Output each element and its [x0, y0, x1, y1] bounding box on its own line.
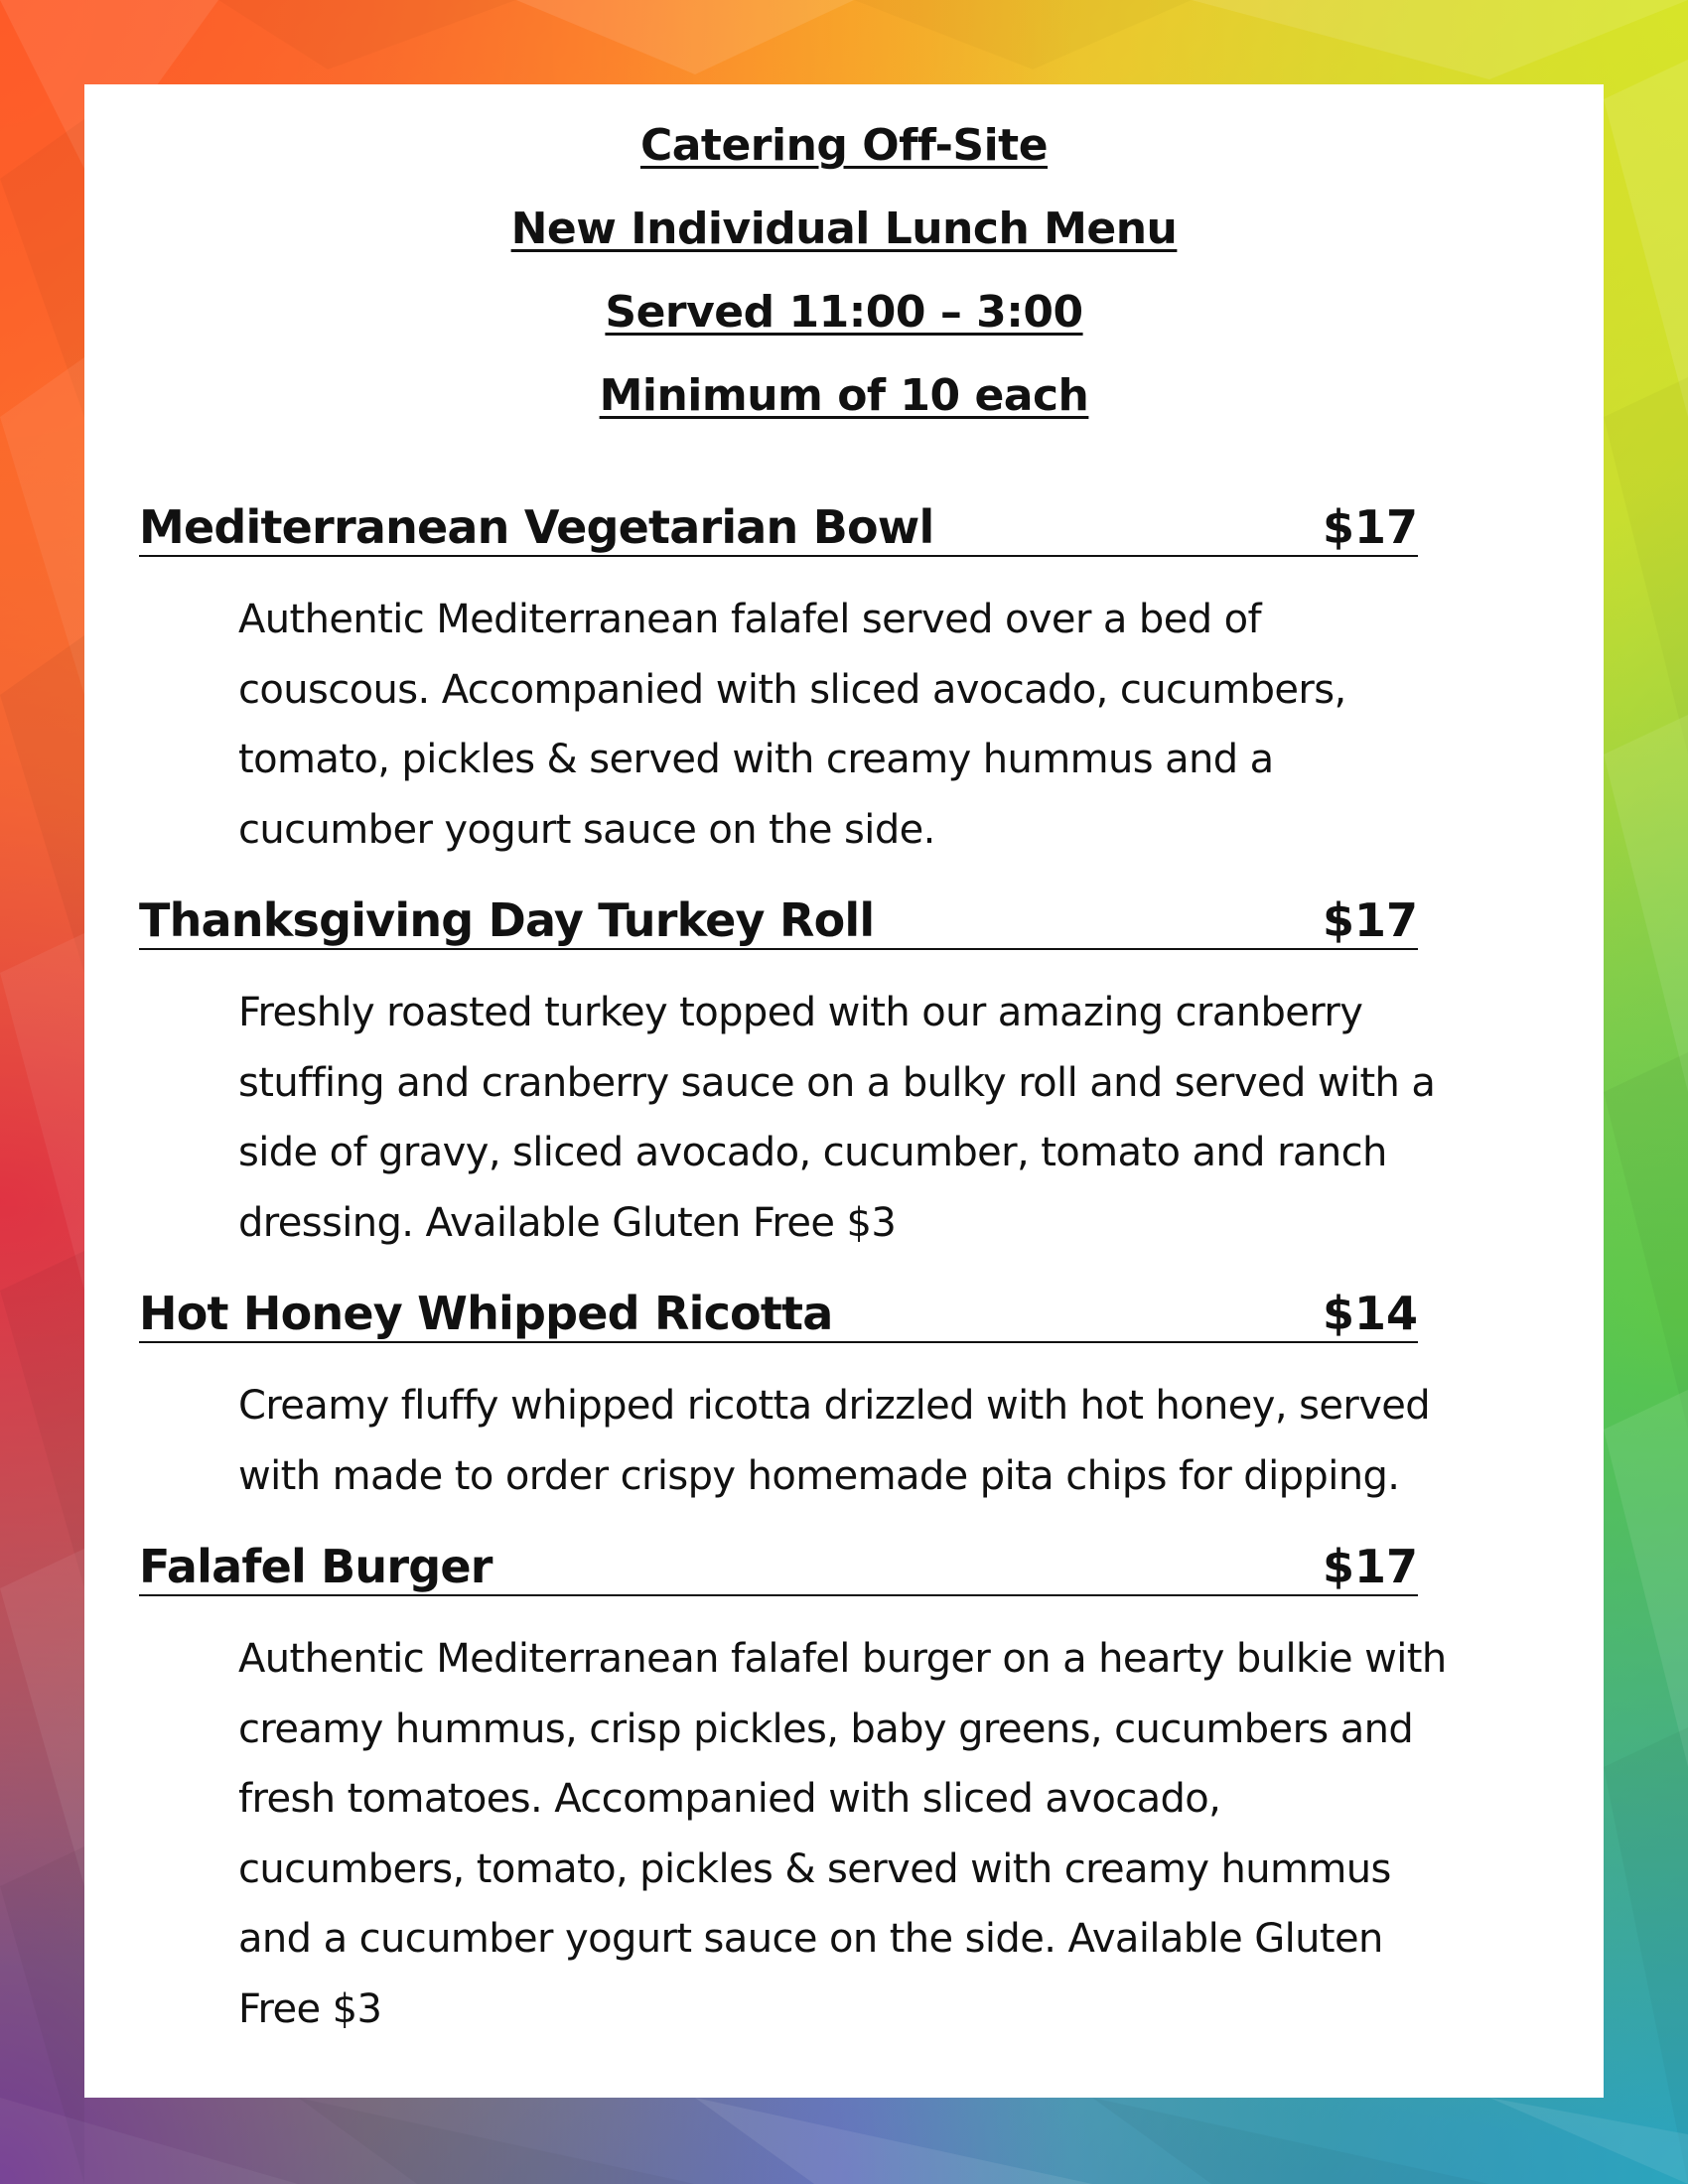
- item-title-row: [139, 1282, 1418, 1343]
- item-description: [238, 1624, 1569, 2044]
- menu-title: New Individual Lunch Menu: [510, 204, 1178, 254]
- menu-item: [84, 888, 1604, 1258]
- description-line: creamy hummus, crisp pickles, baby greens, cucumbers and: [238, 1706, 1414, 1752]
- item-name: Thanksgiving Day Turkey Roll: [139, 893, 875, 947]
- item-title-row: [139, 1535, 1418, 1596]
- description-line: Free $3: [238, 1985, 382, 2032]
- item-name: Hot Honey Whipped Ricotta: [139, 1287, 833, 1340]
- item-price: $17: [1322, 500, 1418, 554]
- description-line: stuffing and cranberry sauce on a bulky roll and served with a: [238, 1059, 1436, 1106]
- description-line: tomato, pickles & served with creamy hummus and a: [238, 737, 1274, 782]
- description-line: side of gravy, sliced avocado, cucumber, tomato and ranch: [238, 1130, 1387, 1175]
- item-price: $14: [1322, 1287, 1418, 1340]
- description-line: Creamy fluffy whipped ricotta drizzled with hot honey, served: [238, 1383, 1431, 1429]
- description-line: fresh tomatoes. Accompanied with sliced avocado,: [238, 1776, 1221, 1822]
- menu-item: [84, 1535, 1604, 2044]
- item-description: [238, 978, 1569, 1258]
- minimum-order: Minimum of 10 each: [599, 370, 1089, 421]
- description-line: cucumbers, tomato, pickles & served with creamy hummus: [238, 1845, 1391, 1892]
- catering-title: Catering Off-Site: [639, 120, 1049, 171]
- menu-header: [84, 84, 1604, 438]
- menu-item: [84, 495, 1604, 865]
- menu-item: [84, 1282, 1604, 1511]
- item-title-row: [139, 495, 1418, 557]
- description-line: and a cucumber yogurt sauce on the side. Available Gluten: [238, 1916, 1383, 1962]
- item-description: [238, 1371, 1569, 1511]
- description-line: with made to order crispy homemade pita chips for dipping.: [238, 1452, 1400, 1499]
- item-name: Mediterranean Vegetarian Bowl: [139, 500, 934, 554]
- menu-page: [84, 84, 1604, 2098]
- description-line: couscous. Accompanied with sliced avocado, cucumbers,: [238, 666, 1346, 713]
- description-line: dressing. Available Gluten Free $3: [238, 1199, 897, 1246]
- item-price: $17: [1322, 893, 1418, 947]
- served-hours: Served 11:00 – 3:00: [605, 287, 1083, 338]
- description-line: Freshly roasted turkey topped with our amazing cranberry: [238, 990, 1363, 1035]
- description-line: cucumber yogurt sauce on the side.: [238, 806, 935, 853]
- description-line: Authentic Mediterranean falafel burger on a hearty bulkie with: [238, 1636, 1447, 1682]
- item-description: [238, 585, 1569, 865]
- item-name: Falafel Burger: [139, 1540, 492, 1593]
- item-title-row: [139, 888, 1418, 950]
- description-line: Authentic Mediterranean falafel served over a bed of: [238, 597, 1261, 642]
- item-price: $17: [1322, 1540, 1418, 1593]
- menu-items: [84, 495, 1604, 2044]
